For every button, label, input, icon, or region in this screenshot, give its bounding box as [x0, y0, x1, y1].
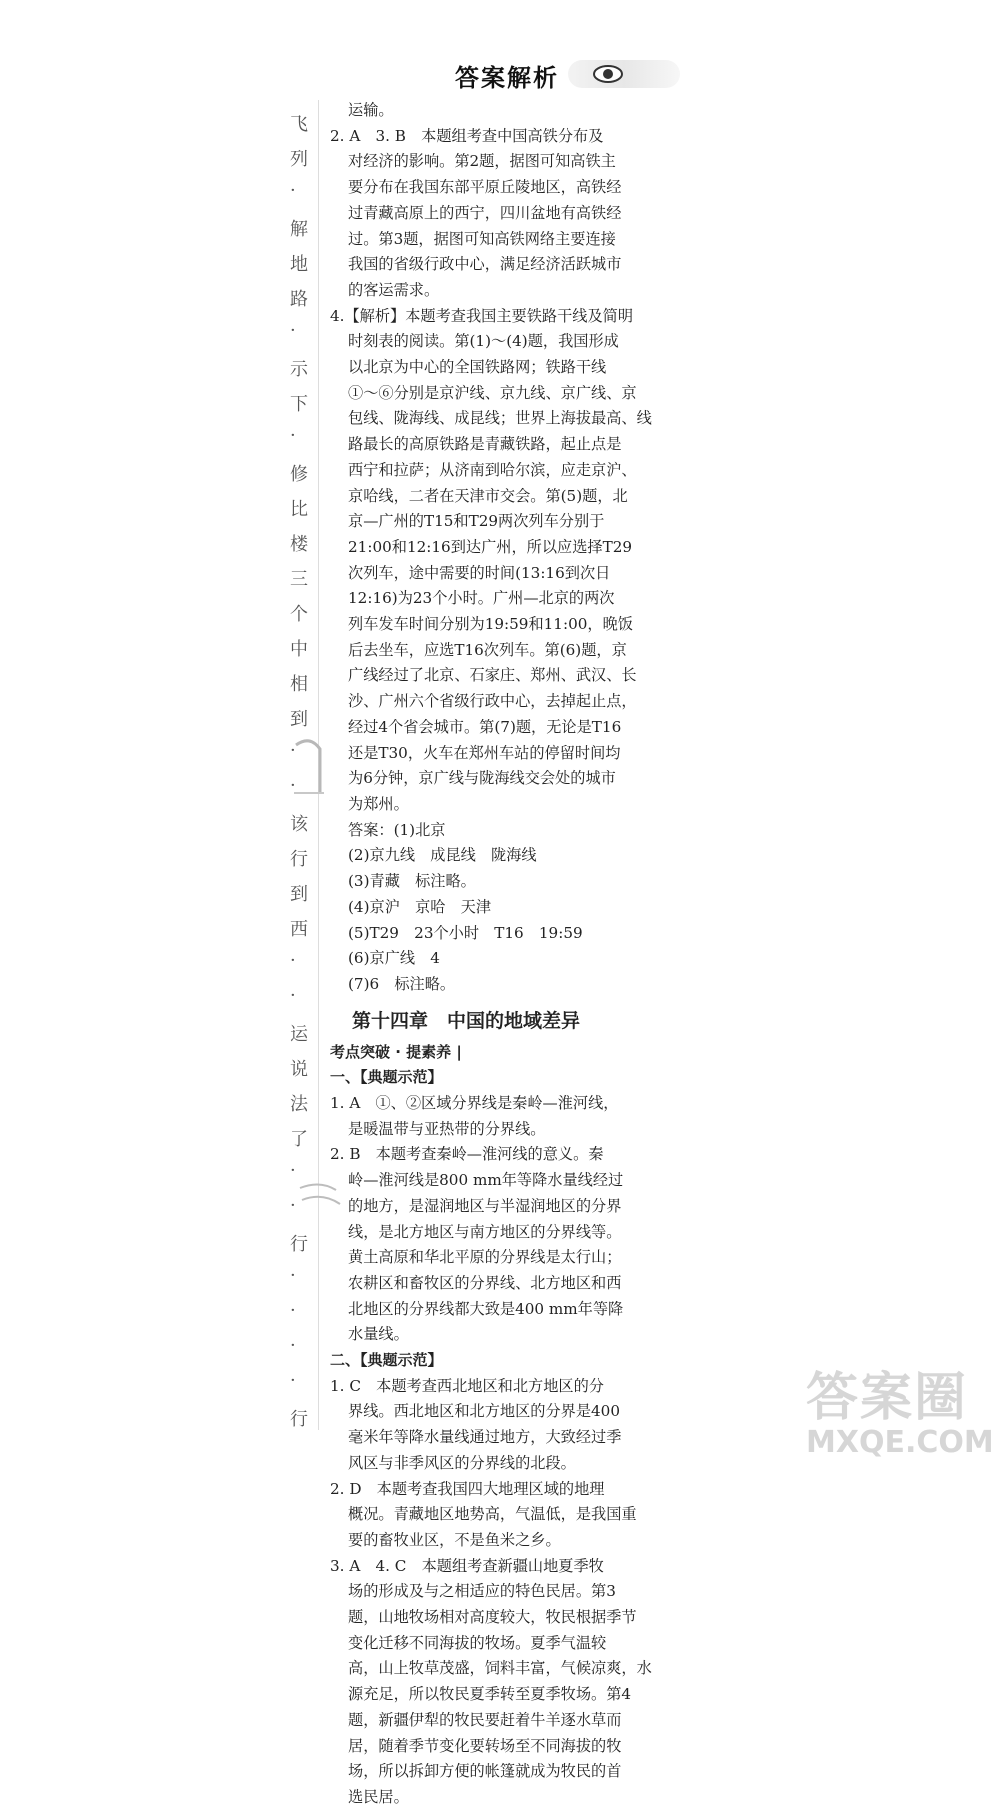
margin-char: 修 [290, 464, 308, 485]
pencil-mark-icon [290, 735, 330, 795]
margin-char: 到 [290, 884, 308, 905]
margin-char: 三 [290, 569, 308, 590]
margin-char: 楼 [290, 534, 308, 555]
text-line: 我国的省级行政中心，满足经济活跃城市 [348, 255, 622, 274]
margin-char: 示 [290, 359, 308, 380]
text-line: (7)6 标注略。 [348, 974, 456, 993]
text-line: (6)京广线 4 [348, 949, 440, 968]
text-line: 岭—淮河线是800 mm年等降水量线经过 [348, 1171, 624, 1190]
text-line: 京哈线，二者在天津市交会。第(5)题，北 [348, 486, 628, 505]
text-line: ①～⑥分别是京沪线、京九线、京广线、京 [348, 383, 637, 402]
text-line: 的客运需求。 [348, 280, 440, 299]
margin-char: 法 [290, 1094, 308, 1115]
text-line: 题，山地牧场相对高度较大，牧民根据季节 [348, 1608, 637, 1627]
margin-char: 行 [290, 849, 308, 870]
margin-char: 运 [290, 1024, 308, 1045]
answer-block-part-2 [330, 1374, 652, 1811]
text-line: 1. A ①、②区域分界线是秦岭—淮河线， [330, 1094, 619, 1113]
margin-char: 说 [290, 1059, 308, 1080]
watermark-logo: 答案圈 [806, 1368, 969, 1428]
margin-char: 解 [290, 219, 308, 240]
text-line: (5)T29 23个小时 T16 19:59 [348, 923, 583, 942]
margin-char: 列 [290, 149, 308, 170]
text-line: 次列车，途中需要的时间(13:16到次日 [348, 563, 611, 582]
text-line: 12:16)为23个小时。广州—北京的两次 [348, 589, 615, 608]
part-two-label: 二、【典题示范】 [330, 1351, 443, 1370]
text-line: 运输。 [348, 101, 394, 119]
text-line: (2)京九线 成昆线 陇海线 [348, 846, 537, 865]
text-line: 概况。青藏地区地势高，气温低，是我国重 [348, 1505, 637, 1524]
text-line: 居，随着季节变化要转场至不同海拔的牧 [348, 1736, 622, 1755]
margin-char: 了 [290, 1129, 308, 1150]
document-body [330, 98, 652, 1811]
margin-char: 中 [290, 639, 308, 660]
text-line: 毫米年等降水量线通过地方，大致经过季 [348, 1428, 622, 1447]
text-line: 源充足，所以牧民夏季转至夏季牧场。第4 [348, 1685, 632, 1704]
margin-char: 到 [290, 709, 308, 730]
text-line: 场的形成及与之相适应的特色民居。第3 [348, 1582, 616, 1601]
eye-logo-icon [592, 63, 624, 85]
margin-char: · [290, 1335, 296, 1356]
text-line: 高，山上牧草茂盛，饲料丰富，气候凉爽，水 [348, 1659, 652, 1678]
text-line: 4.【解析】本题考查我国主要铁路干线及简明 [330, 306, 634, 325]
text-line: 水量线。 [348, 1325, 409, 1344]
margin-char: · [290, 1370, 296, 1391]
text-line: 选民居。 [348, 1788, 409, 1806]
text-line: 对经济的影响。第2题，据图可知高铁主 [348, 152, 616, 171]
text-line: 变化迁移不同海拔的牧场。夏季气温较 [348, 1633, 607, 1652]
text-line: 包线、陇海线、成昆线；世界上海拔最高、线 [348, 409, 652, 428]
text-line: 的地方，是湿润地区与半湿润地区的分界 [348, 1196, 622, 1215]
text-line: 1. C 本题考查西北地区和北方地区的分 [330, 1376, 604, 1395]
text-line: 列车发车时间分别为19:59和11:00，晚饭 [348, 615, 633, 634]
text-line: 北地区的分界线都大致是400 mm年等降 [348, 1299, 624, 1318]
text-line: 风区与非季风区的分界线的北段。 [348, 1453, 576, 1472]
section-title: 考点突破 · 提素养 | [330, 1042, 462, 1061]
margin-char: 飞 [290, 114, 308, 135]
pencil-mark-2-icon [296, 1180, 346, 1240]
text-line: 还是T30，火车在郑州车站的停留时间均 [348, 743, 621, 762]
text-line: 要的畜牧业区，不是鱼米之乡。 [348, 1530, 561, 1549]
text-line: 3. A 4. C 本题组考查新疆山地夏季牧 [330, 1556, 604, 1575]
header-decoration [568, 60, 680, 88]
margin-char: · [290, 985, 296, 1006]
text-line: (3)青藏 标注略。 [348, 872, 476, 891]
text-line: 要分布在我国东部平原丘陵地区，高铁经 [348, 178, 622, 197]
text-line: 过青藏高原上的西宁，四川盆地有高铁经 [348, 203, 622, 222]
text-line: 是暖温带与亚热带的分界线。 [348, 1119, 546, 1138]
margin-char: · [290, 950, 296, 971]
text-line: 题，新疆伊犁的牧民要赶着牛羊逐水草而 [348, 1710, 622, 1729]
text-line: 过。第3题，据图可知高铁网络主要连接 [348, 229, 616, 248]
margin-char: 相 [290, 674, 308, 695]
text-line: 后去坐车，应选T16次列车。第(6)题，京 [348, 640, 627, 659]
margin-char: 下 [290, 394, 308, 415]
text-line: 答案：(1)北京 [348, 820, 446, 839]
text-line: 为6分钟，京广线与陇海线交会处的城市 [348, 769, 616, 788]
text-line: 2. A 3. B 本题组考查中国高铁分布及 [330, 126, 604, 145]
text-line: 西宁和拉萨；从济南到哈尔滨，应走京沪、 [348, 460, 637, 479]
answer-block-part-1 [330, 1091, 630, 1348]
watermark [806, 1368, 994, 1465]
margin-char: · [290, 740, 296, 761]
margin-char: 比 [290, 499, 308, 520]
margin-char: · [290, 320, 296, 341]
margin-char: · [290, 425, 296, 446]
text-line: 为郑州。 [348, 794, 409, 813]
margin-char: 地 [290, 254, 308, 275]
watermark-url: MXQE.COM [806, 1425, 994, 1460]
margin-char: 该 [290, 814, 308, 835]
page-header-title: 答案解析 [455, 64, 559, 92]
text-line: 线，是北方地区与南方地区的分界线等。 [348, 1222, 622, 1241]
text-line: 时刻表的阅读。第(1)～(4)题，我国形成 [348, 332, 619, 351]
margin-char: 行 [290, 1409, 308, 1430]
margin-char: 个 [290, 604, 308, 625]
margin-char: · [290, 1265, 296, 1286]
margin-char: 路 [290, 289, 308, 310]
text-line: 经过4个省会城市。第(7)题，无论是T16 [348, 717, 622, 736]
margin-char: · [290, 1300, 296, 1321]
text-line: 2. B 本题考查秦岭—淮河线的意义。秦 [330, 1145, 604, 1164]
margin-char: · [290, 1160, 296, 1181]
margin-char: 西 [290, 919, 308, 940]
chapter-title: 第十四章 中国的地域差异 [352, 1009, 581, 1032]
margin-char: 行 [290, 1234, 308, 1255]
text-line: 场，所以拆卸方便的帐篷就成为牧民的首 [348, 1762, 622, 1781]
text-line: 2. D 本题考查我国四大地理区域的地理 [330, 1479, 605, 1498]
text-line: 界线。西北地区和北方地区的分界是400 [348, 1402, 620, 1421]
text-line: 以北京为中心的全国铁路网；铁路干线 [348, 358, 607, 377]
margin-char: · [290, 775, 296, 796]
text-line: 沙、广州六个省级行政中心，去掉起止点， [348, 692, 637, 711]
text-line: (4)京沪 京哈 天津 [348, 897, 492, 916]
text-line: 京—广州的T15和T29两次列车分别于 [348, 512, 605, 531]
text-line: 广线经过了北京、石家庄、郑州、武汉、长 [348, 666, 637, 685]
part-one-label: 一、【典题示范】 [330, 1068, 443, 1087]
margin-char: · [290, 1195, 296, 1216]
margin-char: · [290, 180, 296, 201]
text-line: 黄土高原和华北平原的分界线是太行山； [348, 1248, 622, 1267]
answer-block-section-1 [330, 98, 652, 998]
text-line: 路最长的高原铁路是青藏铁路，起止点是 [348, 435, 622, 454]
text-line: 农耕区和畜牧区的分界线、北方地区和西 [348, 1273, 622, 1292]
text-line: 21:00和12:16到达广州，所以应选择T29 [348, 537, 633, 556]
